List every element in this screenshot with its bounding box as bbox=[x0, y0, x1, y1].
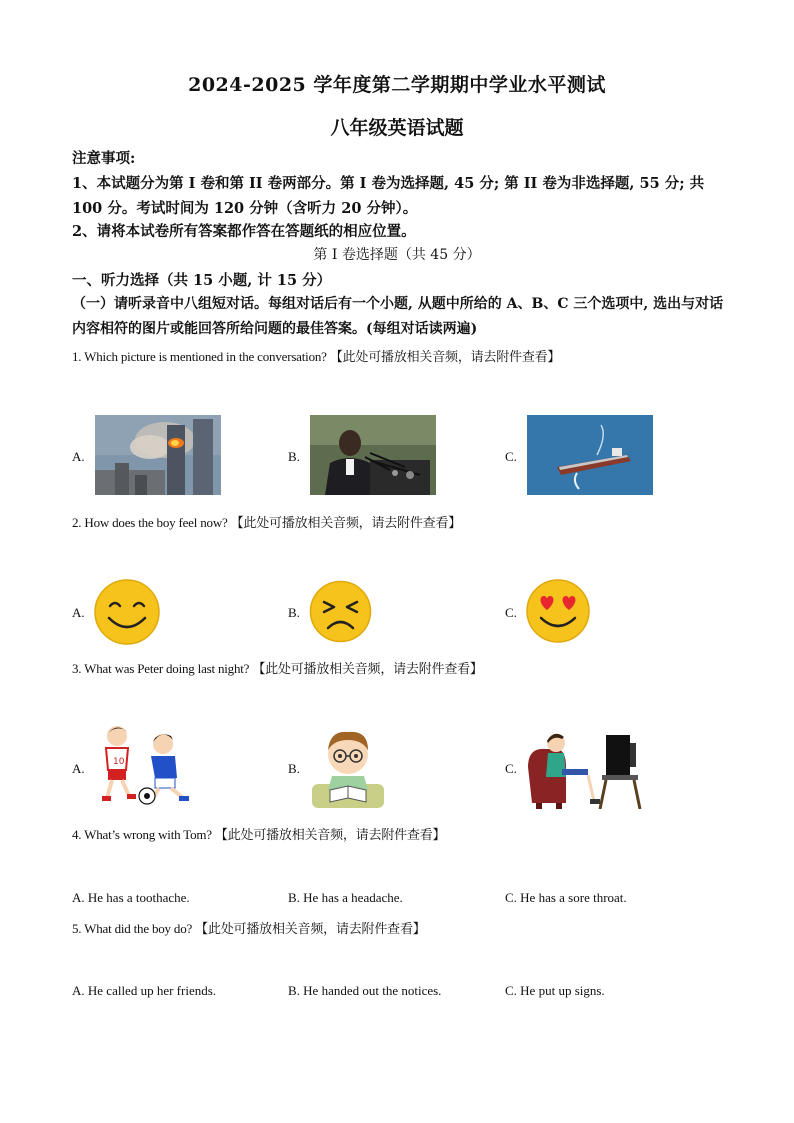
question-stem-text: 3. What was Peter doing last night? bbox=[72, 661, 250, 676]
part-title: 一、听力选择（共 15 小题, 计 15 分） bbox=[72, 272, 332, 289]
q3-option-b-label: B. bbox=[288, 761, 300, 776]
q3-option-b-image[interactable] bbox=[310, 724, 386, 810]
happy-face-icon[interactable] bbox=[93, 578, 161, 646]
q1-option-c-label: C. bbox=[505, 449, 517, 464]
question-2-stem bbox=[72, 514, 461, 532]
question-stem-text: 2. How does the boy feel now? bbox=[72, 515, 228, 530]
audio-note[interactable]: 【此处可播放相关音频，请去附件查看】 bbox=[214, 827, 446, 842]
q3-option-c-label: C. bbox=[505, 761, 517, 776]
notes-item-2: 2、请将本试卷所有答案都作答在答题纸的相应位置。 bbox=[72, 223, 416, 240]
svg-text:10: 10 bbox=[113, 757, 125, 767]
q3-option-a-label: A. bbox=[72, 761, 85, 776]
audio-note[interactable]: 【此处可播放相关音频，请去附件查看】 bbox=[329, 349, 561, 364]
q1-option-b-image[interactable] bbox=[310, 415, 436, 495]
q2-option-a-label: A. bbox=[72, 605, 85, 620]
q2-option-b-label: B. bbox=[288, 605, 300, 620]
audio-note[interactable]: 【此处可播放相关音频，请去附件查看】 bbox=[252, 661, 483, 676]
heart-eyes-face-icon[interactable] bbox=[525, 578, 591, 644]
audio-note[interactable]: 【此处可播放相关音频，请去附件查看】 bbox=[230, 515, 462, 530]
question-5-stem bbox=[72, 920, 426, 938]
q2-option-c-label: C. bbox=[505, 605, 517, 620]
exam-title: 2024-2025 学年度第二学期期中学业水平测试 bbox=[188, 74, 606, 96]
q5-option-c[interactable]: C. He put up signs. bbox=[505, 983, 605, 998]
q4-option-b[interactable]: B. He has a headache. bbox=[288, 890, 403, 905]
notes-heading: 注意事项: bbox=[72, 150, 136, 167]
q3-option-a-image[interactable] bbox=[93, 722, 205, 808]
question-1-stem bbox=[72, 348, 560, 366]
q4-option-c[interactable]: C. He has a sore throat. bbox=[505, 890, 627, 905]
question-stem-text: 1. Which picture is mentioned in the conversation? bbox=[72, 349, 327, 364]
q5-option-b[interactable]: B. He handed out the notices. bbox=[288, 983, 442, 998]
question-stem-text: 4. What’s wrong with Tom? bbox=[72, 827, 212, 842]
q1-option-b-label: B. bbox=[288, 449, 300, 464]
audio-note[interactable]: 【此处可播放相关音频，请去附件查看】 bbox=[195, 921, 426, 936]
q1-option-a-label: A. bbox=[72, 449, 85, 464]
exam-subtitle: 八年级英语试题 bbox=[330, 117, 464, 139]
notes-item-1: 1、本试题分为第 I 卷和第 II 卷两部分。第 I 卷为选择题, 45 分; 第 II 卷为非选择题, 55 分; 共 100 分。考试时间为 120 分钟（含听力 20 分钟）。 bbox=[72, 175, 705, 217]
section-title: 第 I 卷选择题（共 45 分） bbox=[313, 247, 481, 263]
q3-option-c-image[interactable] bbox=[526, 727, 642, 811]
question-4-stem bbox=[72, 826, 445, 844]
sad-face-icon[interactable] bbox=[309, 580, 372, 643]
q1-option-a-image[interactable] bbox=[95, 415, 221, 495]
question-stem-text: 5. What did the boy do? bbox=[72, 921, 193, 936]
part-instruction: （一）请听录音中八组短对话。每组对话后有一个小题, 从题中所给的 A、B、C 三个选项中, 选出与对话内容相符的图片或能回答所给问题的最佳答案。(每组对话读两遍) bbox=[72, 296, 724, 337]
q4-option-a[interactable]: A. He has a toothache. bbox=[72, 890, 190, 905]
question-3-stem bbox=[72, 660, 483, 678]
q5-option-a[interactable]: A. He called up her friends. bbox=[72, 983, 217, 998]
q1-option-c-image[interactable] bbox=[527, 415, 653, 495]
